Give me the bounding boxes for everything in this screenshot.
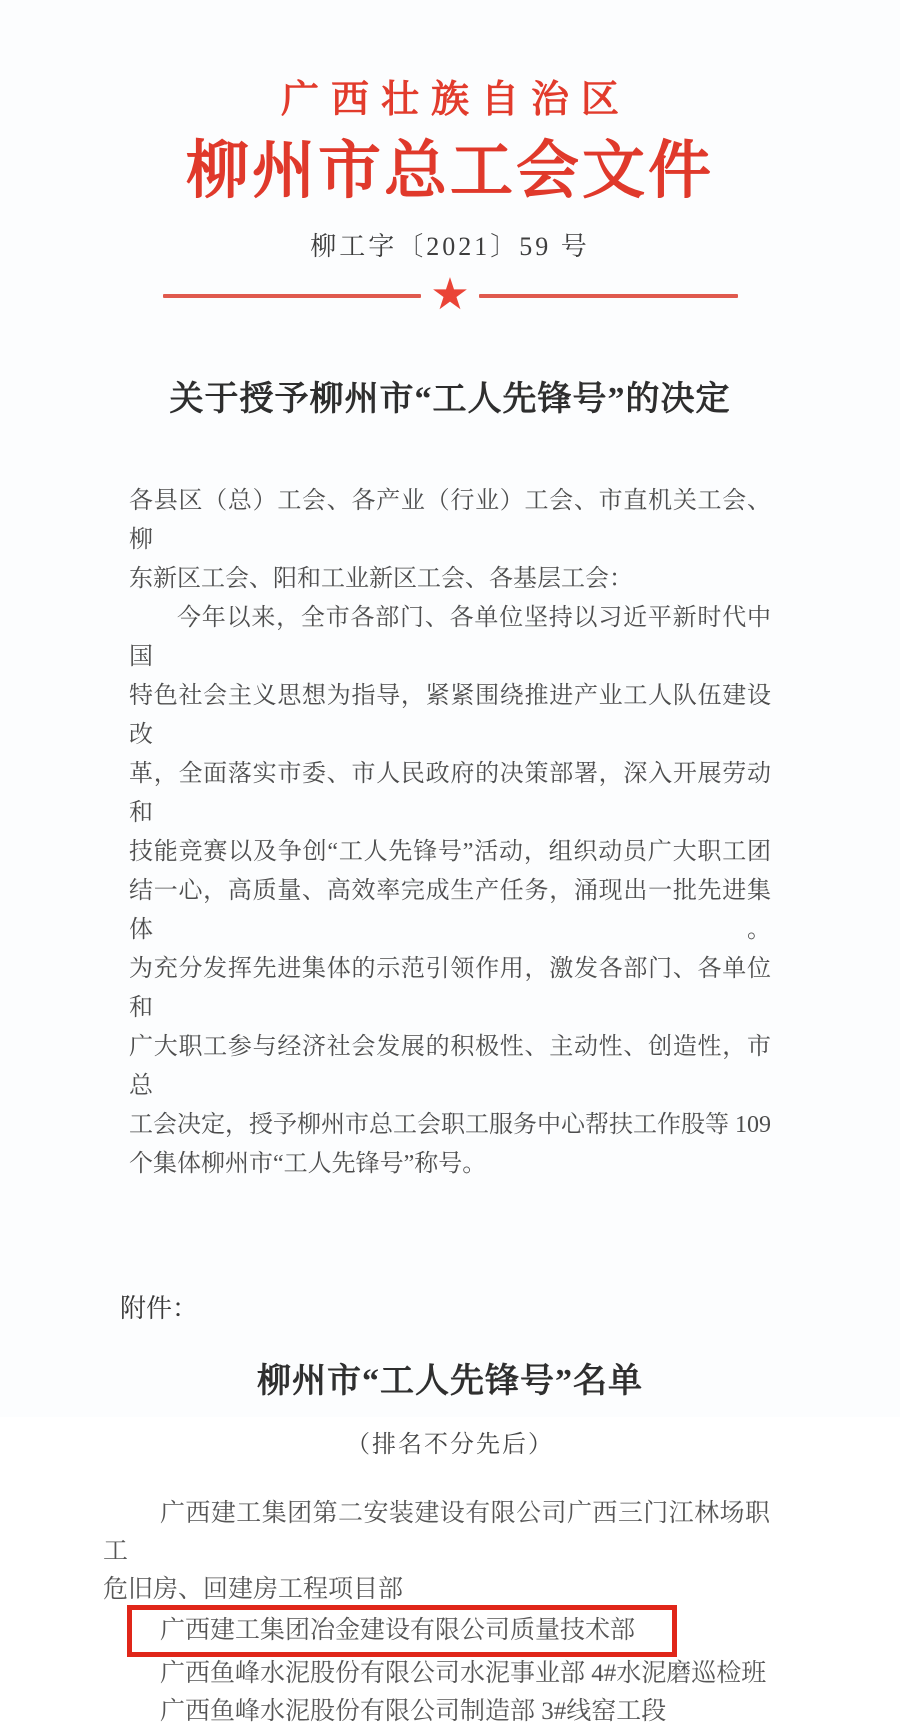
roster-line: 广西鱼峰水泥股份有限公司水泥事业部 4#水泥磨巡检班 (160, 1660, 767, 1688)
body-line: 结一心，高质量、高效率完成生产任务，涌现出一批先进集体。 (129, 877, 771, 943)
letterhead-rule (163, 269, 738, 319)
body-line: 东新区工会、阳和工业新区工会、各基层工会： (129, 565, 633, 592)
rule-left-segment (163, 294, 422, 298)
body-line: 技能竞赛以及争创“工人先锋号”活动，组织动员广大职工团 (129, 838, 771, 865)
document-number: 柳工字〔2021〕59 号 (310, 232, 590, 262)
body-line: 革，全面落实市委、市人民政府的决策部署，深入开展劳动和 (129, 760, 771, 826)
decision-title: 关于授予柳州市“工人先锋号”的决定 (169, 380, 731, 418)
roster-line: 广西鱼峰水泥股份有限公司制造部 3#线窑工段 (160, 1698, 667, 1726)
roster-line: 广西建工集团第二安装建设有限公司广西三门江林场职工 (103, 1500, 770, 1566)
roster-list (103, 1495, 770, 1731)
body-line: 特色社会主义思想为指导，紧紧围绕推进产业工人队伍建设改 (129, 682, 771, 748)
roster-line: 危旧房、回建房工程项目部 (103, 1576, 404, 1604)
roster-title: 柳州市“工人先锋号”名单 (257, 1362, 643, 1400)
body-line: 工会决定，授予柳州市总工会职工服务中心帮扶工作股等 109 (129, 1111, 771, 1138)
letterhead-title: 柳州市总工会文件 (186, 135, 714, 206)
roster-note: （排名不分先后） (346, 1432, 554, 1459)
body-line: 各县区（总）工会、各产业（行业）工会、市直机关工会、柳 (129, 487, 771, 553)
body-line: 为充分发挥先进集体的示范引领作用，激发各部门、各单位和 (129, 955, 771, 1021)
issuing-region: 广西壮族自治区 (280, 79, 631, 121)
attachment-label: 附件： (120, 1293, 199, 1323)
body-line: 今年以来，全市各部门、各单位坚持以习近平新时代中国 (129, 604, 771, 670)
body-line: 个集体柳州市“工人先锋号”称号。 (129, 1150, 487, 1177)
body-line: 广大职工参与经济社会发展的积极性、主动性、创造性，市总 (129, 1033, 771, 1099)
decision-body (129, 482, 771, 1184)
rule-right-segment (479, 294, 738, 298)
star-icon: ★ (430, 269, 470, 319)
highlight-box (127, 1605, 677, 1657)
roster-line-highlighted: 广西建工集团冶金建设有限公司质量技术部 (160, 1617, 636, 1645)
